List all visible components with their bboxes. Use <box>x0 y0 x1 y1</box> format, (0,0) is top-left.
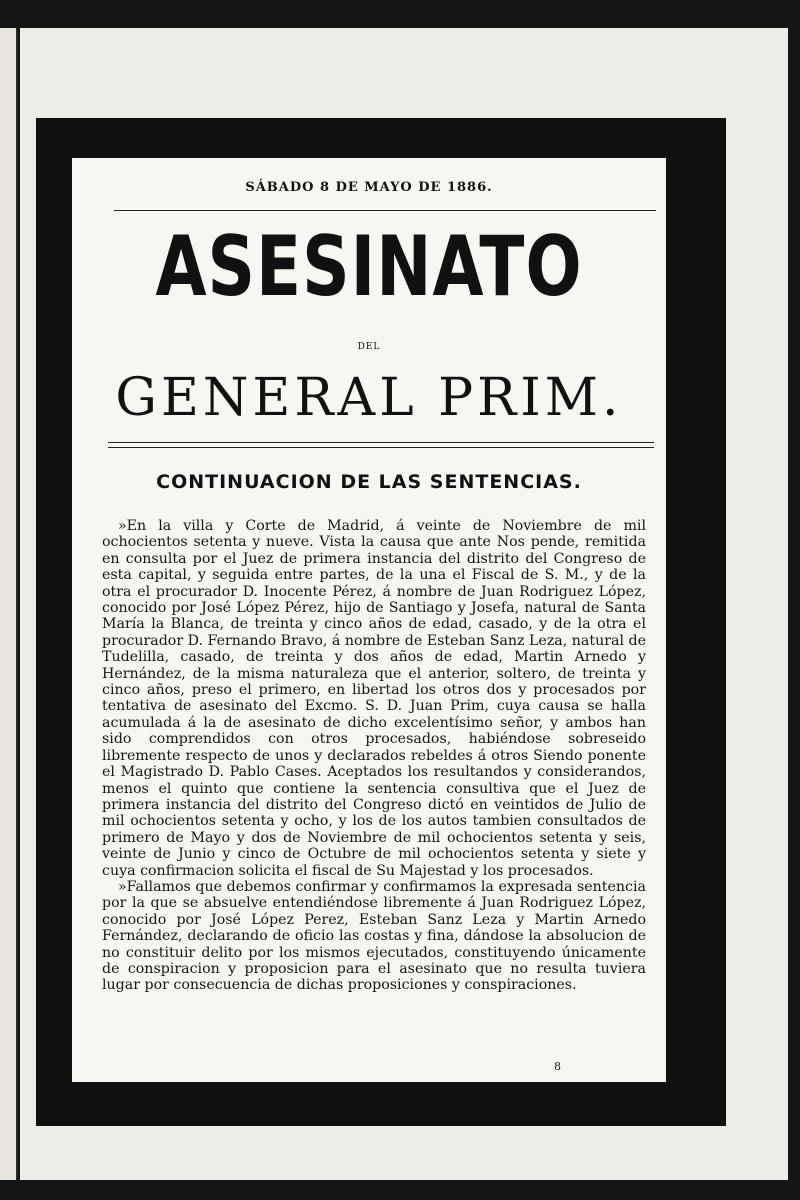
date-line: SÁBADO 8 DE MAYO DE 1886. <box>245 180 493 195</box>
headline-double-rule <box>108 442 654 448</box>
headline-connector: DEL <box>357 342 381 352</box>
section-heading: CONTINUACION DE LAS SENTENCIAS. <box>156 471 582 493</box>
article-paragraph-2: »Fallamos que debemos confirmar y confirmamos la expresada sentencia por la que se absuelve entendiéndose libremente á Juan Rodriguez López, conocido por José López Perez, Esteban Sanz Leza y Martin Arnedo Fernández, declarando de oficio las costas y fina, dándose la absolucion de no constituir delito por los mismos ejecutados, constituyendo únicamente de conspiracion y proposicion para el asesinato que no resulta tuviera lugar por consecuencia de dichas proposiciones y conspiraciones. <box>102 878 646 994</box>
article-paragraph-1: »En la villa y Corte de Madrid, á veinte de Noviembre de mil ochocientos setenta y nueve. Vista la causa que ante Nos pende, remitida en consulta por el Juez de primera instancia del distrito del Congreso de esta capital, y seguida entre partes, de la una el Fiscal de S. M., y de la otra el procurador D. Inocente Pérez, á nombre de Juan Rodriguez López, conocido por José López Pérez, hijo de Santiago y Josefa, natural de Santa María la Blanca, de treinta y cinco años de edad, casado, y de la otra el procurador D. Fernando Bravo, á nombre de Esteban Sanz Leza, natural de Tudelilla, casado, de treinta y dos años de edad, Martin Arnedo y Hernández, de la misma naturaleza que el anterior, soltero, de treinta y cinco años, preso el primero, en libertad los otros dos y procesados por tentativa de asesinato del Excmo. S. D. Juan Prim, cuya causa se halla acumulada á la de asesinato de dicho excelentísimo señor, y ambos han sido comprendidos con otros procesados, habiéndose sobreseido libremente respecto de unos y declarados rebeldes á otros Siendo ponente el Magistrado D. Pablo Cases. Aceptados los resultandos y considerandos, menos el quinto que contiene la sentencia consultiva que el Juez de primera instancia del distrito del Congreso dictó en veintidos de Julio de mil ochocientos setenta y ocho, y los de los autos tambien consultados de primero de Mayo y dos de Noviembre de mil ochocientos setenta y seis, veinte de Junio y cinco de Octubre de mil ochocientos setenta y siete y cuya confirmacion solicita el fiscal de Su Majestad y los procesados. <box>102 518 646 879</box>
headline-main: ASESINATO <box>155 218 583 315</box>
header-rule <box>114 210 656 211</box>
page-number: 8 <box>554 1060 561 1073</box>
article-body <box>102 518 646 994</box>
previous-page-edge <box>0 28 18 1180</box>
headline-subject: GENERAL PRIM. <box>115 368 623 428</box>
newspaper-page <box>72 158 666 1082</box>
